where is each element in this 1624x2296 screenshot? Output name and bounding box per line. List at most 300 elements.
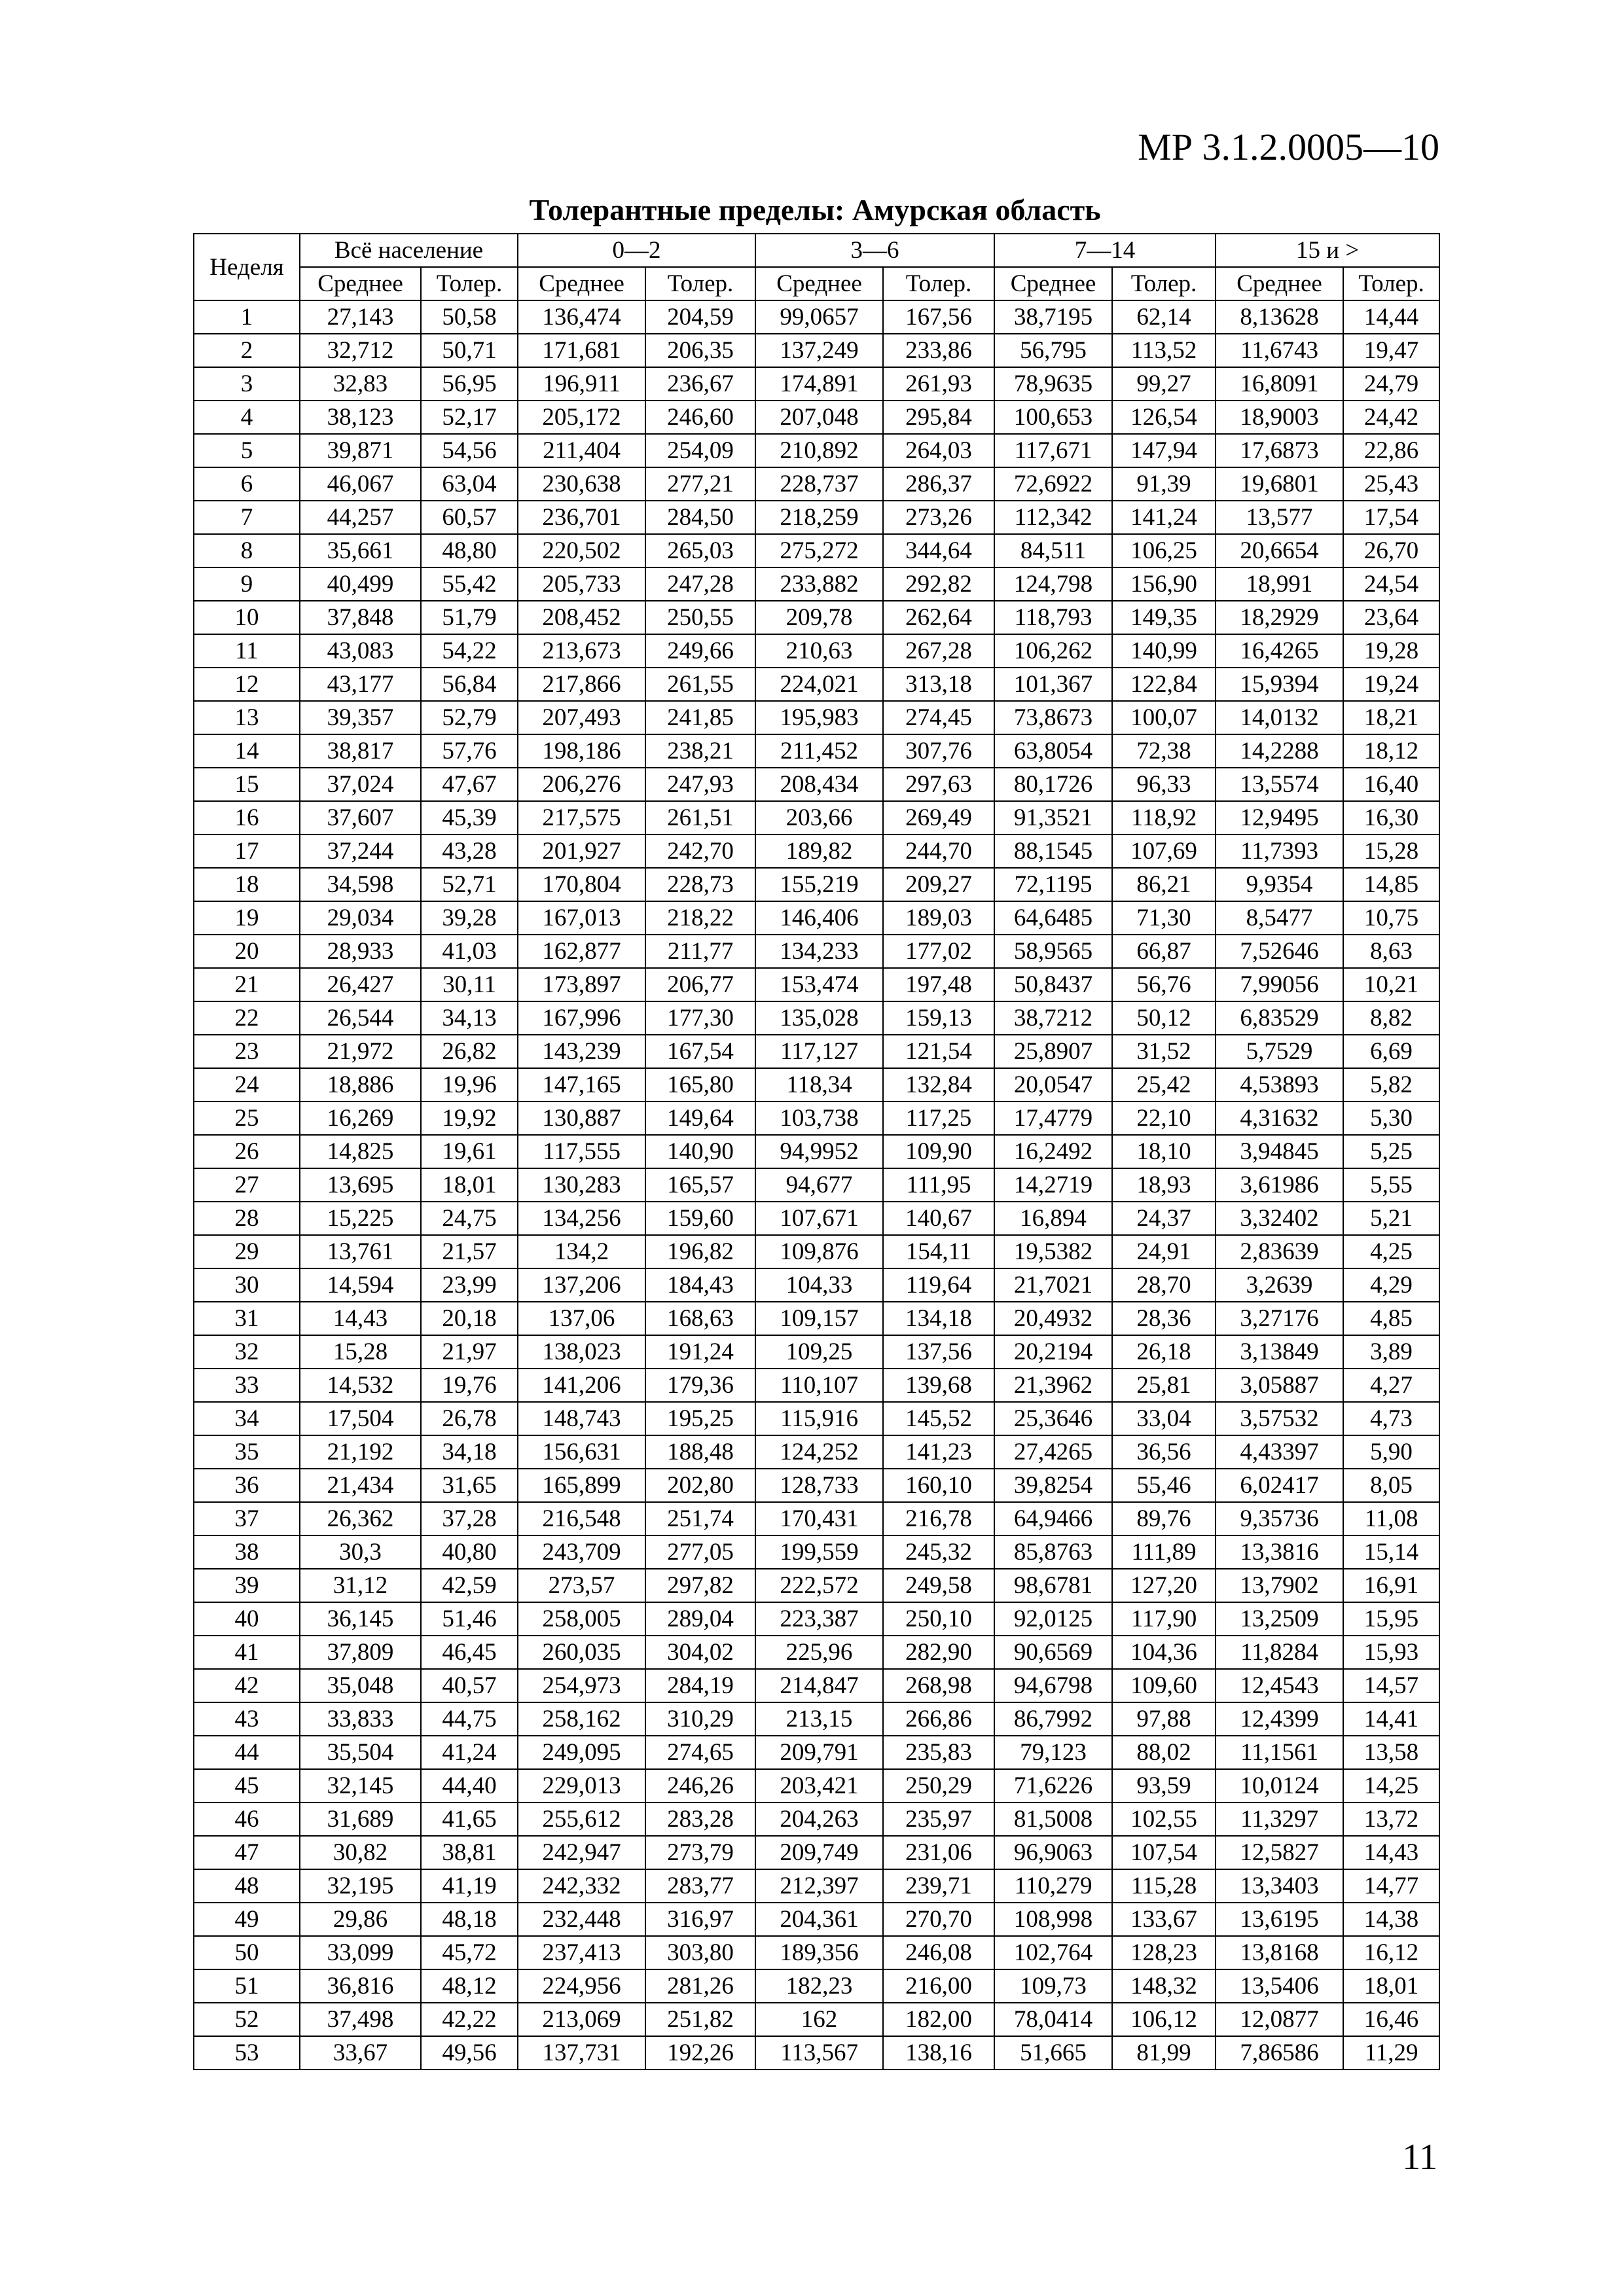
week-cell: 40 <box>194 1602 300 1636</box>
value-cell: 237,413 <box>518 1936 645 1969</box>
table-row <box>194 300 1439 334</box>
value-cell: 31,689 <box>300 1803 421 1836</box>
sub-header-tol: Толер. <box>421 267 518 300</box>
value-cell: 124,798 <box>994 567 1112 601</box>
value-cell: 4,85 <box>1343 1302 1439 1335</box>
value-cell: 13,3403 <box>1216 1869 1343 1903</box>
week-cell: 43 <box>194 1702 300 1736</box>
value-cell: 270,70 <box>883 1903 994 1936</box>
value-cell: 45,72 <box>421 1936 518 1969</box>
value-cell: 118,92 <box>1112 801 1216 834</box>
value-cell: 128,733 <box>755 1469 883 1502</box>
value-cell: 14,41 <box>1343 1702 1439 1736</box>
value-cell: 71,30 <box>1112 901 1216 935</box>
value-cell: 209,78 <box>755 601 883 634</box>
value-cell: 85,8763 <box>994 1535 1112 1569</box>
value-cell: 19,47 <box>1343 334 1439 367</box>
value-cell: 88,1545 <box>994 834 1112 868</box>
value-cell: 4,43397 <box>1216 1435 1343 1469</box>
value-cell: 7,99056 <box>1216 968 1343 1001</box>
value-cell: 15,28 <box>1343 834 1439 868</box>
value-cell: 24,75 <box>421 1202 518 1235</box>
value-cell: 246,08 <box>883 1936 994 1969</box>
value-cell: 18,21 <box>1343 701 1439 734</box>
value-cell: 106,262 <box>994 634 1112 668</box>
table-row <box>194 1936 1439 1969</box>
value-cell: 260,035 <box>518 1636 645 1669</box>
week-cell: 37 <box>194 1502 300 1535</box>
value-cell: 25,42 <box>1112 1068 1216 1102</box>
value-cell: 25,3646 <box>994 1402 1112 1435</box>
value-cell: 245,32 <box>883 1535 994 1569</box>
value-cell: 188,48 <box>645 1435 755 1469</box>
value-cell: 109,60 <box>1112 1669 1216 1702</box>
value-cell: 173,897 <box>518 968 645 1001</box>
table-row <box>194 1903 1439 1936</box>
value-cell: 170,804 <box>518 868 645 901</box>
header-row-sub <box>194 267 1439 300</box>
table-row <box>194 434 1439 467</box>
value-cell: 286,37 <box>883 467 994 501</box>
value-cell: 26,70 <box>1343 534 1439 567</box>
table-row <box>194 801 1439 834</box>
sub-header-mean: Среднее <box>300 267 421 300</box>
value-cell: 138,16 <box>883 2036 994 2070</box>
value-cell: 78,9635 <box>994 367 1112 401</box>
value-cell: 9,9354 <box>1216 868 1343 901</box>
value-cell: 55,46 <box>1112 1469 1216 1502</box>
table-row <box>194 634 1439 668</box>
value-cell: 6,02417 <box>1216 1469 1343 1502</box>
value-cell: 246,26 <box>645 1769 755 1803</box>
value-cell: 5,82 <box>1343 1068 1439 1102</box>
value-cell: 20,2194 <box>994 1335 1112 1369</box>
table-title: Толерантные пределы: Амурская область <box>529 193 1101 226</box>
value-cell: 44,257 <box>300 501 421 534</box>
value-cell: 192,26 <box>645 2036 755 2070</box>
week-cell: 1 <box>194 300 300 334</box>
value-cell: 230,638 <box>518 467 645 501</box>
value-cell: 18,12 <box>1343 734 1439 768</box>
value-cell: 149,64 <box>645 1102 755 1135</box>
value-cell: 265,03 <box>645 534 755 567</box>
value-cell: 233,882 <box>755 567 883 601</box>
value-cell: 162,877 <box>518 935 645 968</box>
value-cell: 249,66 <box>645 634 755 668</box>
table-row <box>194 1102 1439 1135</box>
value-cell: 14,43 <box>1343 1836 1439 1869</box>
value-cell: 254,973 <box>518 1669 645 1702</box>
value-cell: 130,283 <box>518 1168 645 1202</box>
table-row <box>194 968 1439 1001</box>
value-cell: 273,57 <box>518 1569 645 1602</box>
value-cell: 112,342 <box>994 501 1112 534</box>
value-cell: 14,44 <box>1343 300 1439 334</box>
value-cell: 212,397 <box>755 1869 883 1903</box>
value-cell: 109,90 <box>883 1135 994 1168</box>
value-cell: 126,54 <box>1112 401 1216 434</box>
value-cell: 140,99 <box>1112 634 1216 668</box>
table-row <box>194 1068 1439 1102</box>
value-cell: 3,89 <box>1343 1335 1439 1369</box>
table-row <box>194 1268 1439 1302</box>
table-row <box>194 1803 1439 1836</box>
group-header-3-6: 3—6 <box>755 234 994 267</box>
week-cell: 19 <box>194 901 300 935</box>
value-cell: 96,33 <box>1112 768 1216 801</box>
week-cell: 32 <box>194 1335 300 1369</box>
table-row <box>194 1602 1439 1636</box>
value-cell: 118,34 <box>755 1068 883 1102</box>
value-cell: 6,69 <box>1343 1035 1439 1068</box>
value-cell: 137,731 <box>518 2036 645 2070</box>
value-cell: 264,03 <box>883 434 994 467</box>
value-cell: 51,665 <box>994 2036 1112 2070</box>
value-cell: 52,79 <box>421 701 518 734</box>
value-cell: 113,52 <box>1112 334 1216 367</box>
value-cell: 18,93 <box>1112 1168 1216 1202</box>
table-row <box>194 834 1439 868</box>
value-cell: 165,80 <box>645 1068 755 1102</box>
week-cell: 8 <box>194 534 300 567</box>
value-cell: 72,6922 <box>994 467 1112 501</box>
value-cell: 283,77 <box>645 1869 755 1903</box>
value-cell: 2,83639 <box>1216 1235 1343 1268</box>
value-cell: 13,3816 <box>1216 1535 1343 1569</box>
sub-header-mean: Среднее <box>518 267 645 300</box>
table-row <box>194 1202 1439 1235</box>
value-cell: 91,39 <box>1112 467 1216 501</box>
value-cell: 216,78 <box>883 1502 994 1535</box>
value-cell: 14,77 <box>1343 1869 1439 1903</box>
value-cell: 97,88 <box>1112 1702 1216 1736</box>
value-cell: 8,82 <box>1343 1001 1439 1035</box>
value-cell: 15,28 <box>300 1335 421 1369</box>
value-cell: 140,67 <box>883 1202 994 1235</box>
value-cell: 42,59 <box>421 1569 518 1602</box>
value-cell: 11,08 <box>1343 1502 1439 1535</box>
value-cell: 32,712 <box>300 334 421 367</box>
table-row <box>194 1869 1439 1903</box>
value-cell: 13,577 <box>1216 501 1343 534</box>
value-cell: 5,90 <box>1343 1435 1439 1469</box>
value-cell: 46,067 <box>300 467 421 501</box>
value-cell: 216,548 <box>518 1502 645 1535</box>
value-cell: 134,233 <box>755 935 883 968</box>
value-cell: 16,12 <box>1343 1936 1439 1969</box>
table-row <box>194 1535 1439 1569</box>
value-cell: 38,81 <box>421 1836 518 1869</box>
group-header-0-2: 0—2 <box>518 234 755 267</box>
value-cell: 23,64 <box>1343 601 1439 634</box>
value-cell: 3,05887 <box>1216 1369 1343 1402</box>
value-cell: 18,9003 <box>1216 401 1343 434</box>
value-cell: 109,157 <box>755 1302 883 1335</box>
value-cell: 86,7992 <box>994 1702 1112 1736</box>
value-cell: 8,05 <box>1343 1469 1439 1502</box>
value-cell: 4,31632 <box>1216 1102 1343 1135</box>
value-cell: 31,65 <box>421 1469 518 1502</box>
week-cell: 20 <box>194 935 300 968</box>
week-cell: 49 <box>194 1903 300 1936</box>
value-cell: 189,03 <box>883 901 994 935</box>
value-cell: 16,269 <box>300 1102 421 1135</box>
value-cell: 39,8254 <box>994 1469 1112 1502</box>
value-cell: 40,57 <box>421 1669 518 1702</box>
value-cell: 91,3521 <box>994 801 1112 834</box>
value-cell: 246,60 <box>645 401 755 434</box>
value-cell: 28,933 <box>300 935 421 968</box>
value-cell: 34,598 <box>300 868 421 901</box>
value-cell: 25,81 <box>1112 1369 1216 1402</box>
value-cell: 86,21 <box>1112 868 1216 901</box>
week-cell: 4 <box>194 401 300 434</box>
value-cell: 191,24 <box>645 1335 755 1369</box>
table-row <box>194 1168 1439 1202</box>
value-cell: 119,64 <box>883 1268 994 1302</box>
value-cell: 254,09 <box>645 434 755 467</box>
value-cell: 63,04 <box>421 467 518 501</box>
value-cell: 249,58 <box>883 1569 994 1602</box>
value-cell: 107,671 <box>755 1202 883 1235</box>
value-cell: 177,30 <box>645 1001 755 1035</box>
value-cell: 30,3 <box>300 1535 421 1569</box>
value-cell: 269,49 <box>883 801 994 834</box>
value-cell: 207,493 <box>518 701 645 734</box>
value-cell: 203,421 <box>755 1769 883 1803</box>
value-cell: 99,27 <box>1112 367 1216 401</box>
value-cell: 14,594 <box>300 1268 421 1302</box>
value-cell: 21,192 <box>300 1435 421 1469</box>
value-cell: 115,916 <box>755 1402 883 1435</box>
value-cell: 24,79 <box>1343 367 1439 401</box>
value-cell: 250,10 <box>883 1602 994 1636</box>
value-cell: 98,6781 <box>994 1569 1112 1602</box>
value-cell: 18,886 <box>300 1068 421 1102</box>
value-cell: 174,891 <box>755 367 883 401</box>
table-row <box>194 367 1439 401</box>
value-cell: 196,82 <box>645 1235 755 1268</box>
value-cell: 13,8168 <box>1216 1936 1343 1969</box>
value-cell: 118,793 <box>994 601 1112 634</box>
value-cell: 132,84 <box>883 1068 994 1102</box>
value-cell: 206,276 <box>518 768 645 801</box>
value-cell: 41,03 <box>421 935 518 968</box>
value-cell: 14,57 <box>1343 1669 1439 1702</box>
value-cell: 63,8054 <box>994 734 1112 768</box>
value-cell: 117,90 <box>1112 1602 1216 1636</box>
value-cell: 213,069 <box>518 2003 645 2036</box>
value-cell: 242,947 <box>518 1836 645 1869</box>
value-cell: 21,3962 <box>994 1369 1112 1402</box>
value-cell: 261,93 <box>883 367 994 401</box>
value-cell: 32,83 <box>300 367 421 401</box>
value-cell: 21,97 <box>421 1335 518 1369</box>
value-cell: 225,96 <box>755 1636 883 1669</box>
value-cell: 3,13849 <box>1216 1335 1343 1369</box>
value-cell: 18,10 <box>1112 1135 1216 1168</box>
value-cell: 224,956 <box>518 1969 645 2003</box>
value-cell: 12,0877 <box>1216 2003 1343 2036</box>
value-cell: 273,79 <box>645 1836 755 1869</box>
value-cell: 141,206 <box>518 1369 645 1402</box>
value-cell: 111,95 <box>883 1168 994 1202</box>
value-cell: 149,35 <box>1112 601 1216 634</box>
table-row <box>194 1402 1439 1435</box>
value-cell: 56,795 <box>994 334 1112 367</box>
value-cell: 218,22 <box>645 901 755 935</box>
value-cell: 117,127 <box>755 1035 883 1068</box>
value-cell: 26,18 <box>1112 1335 1216 1369</box>
value-cell: 32,195 <box>300 1869 421 1903</box>
value-cell: 22,10 <box>1112 1102 1216 1135</box>
value-cell: 16,40 <box>1343 768 1439 801</box>
value-cell: 214,847 <box>755 1669 883 1702</box>
week-cell: 11 <box>194 634 300 668</box>
value-cell: 16,46 <box>1343 2003 1439 2036</box>
value-cell: 160,10 <box>883 1469 994 1502</box>
value-cell: 58,9565 <box>994 935 1112 968</box>
value-cell: 19,24 <box>1343 668 1439 701</box>
value-cell: 13,5574 <box>1216 768 1343 801</box>
group-header-all: Всё население <box>300 234 518 267</box>
value-cell: 20,6654 <box>1216 534 1343 567</box>
value-cell: 26,544 <box>300 1001 421 1035</box>
value-cell: 43,177 <box>300 668 421 701</box>
value-cell: 48,18 <box>421 1903 518 1936</box>
value-cell: 204,59 <box>645 300 755 334</box>
value-cell: 258,005 <box>518 1602 645 1636</box>
table-row <box>194 935 1439 968</box>
value-cell: 13,695 <box>300 1168 421 1202</box>
table-row <box>194 1469 1439 1502</box>
table-row <box>194 534 1439 567</box>
value-cell: 102,55 <box>1112 1803 1216 1836</box>
value-cell: 29,034 <box>300 901 421 935</box>
value-cell: 203,66 <box>755 801 883 834</box>
value-cell: 35,661 <box>300 534 421 567</box>
value-cell: 262,64 <box>883 601 994 634</box>
value-cell: 54,56 <box>421 434 518 467</box>
week-cell: 51 <box>194 1969 300 2003</box>
value-cell: 40,80 <box>421 1535 518 1569</box>
week-cell: 9 <box>194 567 300 601</box>
week-cell: 34 <box>194 1402 300 1435</box>
value-cell: 156,631 <box>518 1435 645 1469</box>
value-cell: 52,17 <box>421 401 518 434</box>
value-cell: 284,50 <box>645 501 755 534</box>
value-cell: 5,30 <box>1343 1102 1439 1135</box>
value-cell: 217,575 <box>518 801 645 834</box>
value-cell: 19,28 <box>1343 634 1439 668</box>
value-cell: 243,709 <box>518 1535 645 1569</box>
week-cell: 45 <box>194 1769 300 1803</box>
value-cell: 24,37 <box>1112 1202 1216 1235</box>
value-cell: 11,8284 <box>1216 1636 1343 1669</box>
value-cell: 238,21 <box>645 734 755 768</box>
value-cell: 182,23 <box>755 1969 883 2003</box>
value-cell: 251,74 <box>645 1502 755 1535</box>
value-cell: 47,67 <box>421 768 518 801</box>
table-row <box>194 868 1439 901</box>
week-cell: 47 <box>194 1836 300 1869</box>
value-cell: 41,24 <box>421 1736 518 1769</box>
value-cell: 12,9495 <box>1216 801 1343 834</box>
value-cell: 18,2929 <box>1216 601 1343 634</box>
value-cell: 37,809 <box>300 1636 421 1669</box>
value-cell: 94,6798 <box>994 1669 1112 1702</box>
value-cell: 217,866 <box>518 668 645 701</box>
value-cell: 103,738 <box>755 1102 883 1135</box>
value-cell: 33,833 <box>300 1702 421 1736</box>
value-cell: 51,79 <box>421 601 518 634</box>
value-cell: 209,791 <box>755 1736 883 1769</box>
value-cell: 307,76 <box>883 734 994 768</box>
value-cell: 3,61986 <box>1216 1168 1343 1202</box>
value-cell: 22,86 <box>1343 434 1439 467</box>
value-cell: 121,54 <box>883 1035 994 1068</box>
value-cell: 57,76 <box>421 734 518 768</box>
value-cell: 5,55 <box>1343 1168 1439 1202</box>
value-cell: 24,42 <box>1343 401 1439 434</box>
value-cell: 43,28 <box>421 834 518 868</box>
week-cell: 17 <box>194 834 300 868</box>
week-cell: 38 <box>194 1535 300 1569</box>
value-cell: 23,99 <box>421 1268 518 1302</box>
value-cell: 106,25 <box>1112 534 1216 567</box>
value-cell: 109,73 <box>994 1969 1112 2003</box>
value-cell: 232,448 <box>518 1903 645 1936</box>
value-cell: 51,46 <box>421 1602 518 1636</box>
value-cell: 268,98 <box>883 1669 994 1702</box>
value-cell: 17,6873 <box>1216 434 1343 467</box>
week-cell: 27 <box>194 1168 300 1202</box>
value-cell: 35,048 <box>300 1669 421 1702</box>
value-cell: 297,63 <box>883 768 994 801</box>
value-cell: 41,65 <box>421 1803 518 1836</box>
table-row <box>194 668 1439 701</box>
value-cell: 14,532 <box>300 1369 421 1402</box>
table-row <box>194 734 1439 768</box>
value-cell: 209,27 <box>883 868 994 901</box>
value-cell: 14,2288 <box>1216 734 1343 768</box>
value-cell: 229,013 <box>518 1769 645 1803</box>
value-cell: 37,024 <box>300 768 421 801</box>
table-row <box>194 1302 1439 1335</box>
value-cell: 184,43 <box>645 1268 755 1302</box>
value-cell: 55,42 <box>421 567 518 601</box>
week-header: Неделя <box>194 234 300 300</box>
value-cell: 56,95 <box>421 367 518 401</box>
group-header-15-plus: 15 и > <box>1216 234 1439 267</box>
value-cell: 274,65 <box>645 1736 755 1769</box>
value-cell: 16,8091 <box>1216 367 1343 401</box>
value-cell: 12,4543 <box>1216 1669 1343 1702</box>
value-cell: 189,356 <box>755 1936 883 1969</box>
table-row <box>194 1769 1439 1803</box>
table-row <box>194 901 1439 935</box>
table-row <box>194 1636 1439 1669</box>
value-cell: 15,14 <box>1343 1535 1439 1569</box>
value-cell: 62,14 <box>1112 300 1216 334</box>
value-cell: 18,01 <box>1343 1969 1439 2003</box>
value-cell: 274,45 <box>883 701 994 734</box>
week-cell: 23 <box>194 1035 300 1068</box>
value-cell: 16,894 <box>994 1202 1112 1235</box>
value-cell: 17,4779 <box>994 1102 1112 1135</box>
header-row-groups <box>194 234 1439 267</box>
value-cell: 137,206 <box>518 1268 645 1302</box>
